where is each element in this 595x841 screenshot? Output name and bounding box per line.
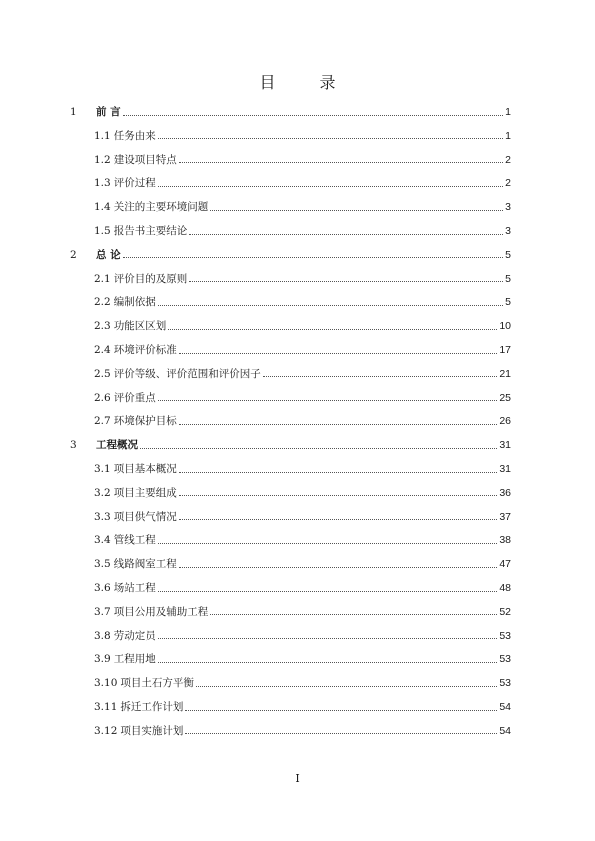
toc-entry-page: 3 xyxy=(505,201,511,214)
toc-title: 目 录 xyxy=(259,73,350,92)
toc-entry-label: 总 论 xyxy=(96,248,121,261)
toc-entry-page: 10 xyxy=(499,320,511,333)
dot-leader xyxy=(185,733,497,734)
toc-subsection-entry[interactable] xyxy=(94,272,511,286)
dot-leader xyxy=(123,115,504,116)
toc-entry-label: 环境评价标准 xyxy=(113,344,177,356)
toc-subsection-entry[interactable] xyxy=(94,605,511,619)
toc-entry-label: 拆迁工作计划 xyxy=(120,701,184,713)
toc-entry-page: 36 xyxy=(499,486,511,499)
toc-entry-label: 劳动定员 xyxy=(113,629,156,642)
dot-leader xyxy=(158,591,498,592)
toc-entry-page: 3 xyxy=(505,225,511,237)
dot-leader xyxy=(179,353,498,354)
dot-leader xyxy=(210,614,497,615)
toc-subsection-entry[interactable] xyxy=(94,676,511,690)
toc-subsection-entry[interactable] xyxy=(94,581,511,595)
toc-entry-page: 25 xyxy=(499,391,511,404)
toc-entry-number: 1.5 xyxy=(94,225,111,237)
toc-entry-label: 评价等级、评价范围和评价因子 xyxy=(113,367,261,380)
toc-subsection-entry[interactable] xyxy=(94,486,511,500)
toc-entry-page: 54 xyxy=(499,701,511,713)
dot-leader xyxy=(179,424,498,425)
toc-entry-number: 2.1 xyxy=(94,272,111,285)
toc-subsection-entry[interactable] xyxy=(94,295,511,309)
toc-entry-label: 项目土石方平衡 xyxy=(120,677,194,690)
page-number: I xyxy=(295,772,300,785)
toc-entry-page: 21 xyxy=(499,367,511,380)
toc-entry-number: 3.1 xyxy=(94,463,111,475)
dot-leader xyxy=(123,257,504,258)
dot-leader xyxy=(185,710,497,711)
toc-entry-page: 31 xyxy=(499,439,511,452)
toc-entry-page: 26 xyxy=(499,415,511,428)
toc-entry-label: 评价过程 xyxy=(113,177,156,190)
dot-leader xyxy=(179,519,498,520)
dot-leader xyxy=(189,234,503,235)
toc-entry-page: 5 xyxy=(505,248,511,261)
toc-entry-page: 52 xyxy=(499,605,511,618)
toc-entry-number: 2 xyxy=(70,248,77,261)
toc-subsection-entry[interactable] xyxy=(94,533,511,547)
toc-entry-page: 47 xyxy=(499,558,511,571)
toc-entry-label: 项目实施计划 xyxy=(120,724,184,737)
toc-entry-page: 2 xyxy=(505,153,511,166)
toc-entry-page: 2 xyxy=(505,177,511,190)
toc-entry-label: 建设项目特点 xyxy=(113,153,177,166)
toc-subsection-entry[interactable] xyxy=(94,462,511,476)
toc-entry-label: 任务由来 xyxy=(113,129,156,142)
toc-subsection-entry[interactable] xyxy=(94,343,511,357)
toc-entry-number: 2.4 xyxy=(94,344,111,356)
toc-entry-number: 2.5 xyxy=(94,367,111,380)
toc-entry-label: 项目公用及辅助工程 xyxy=(113,605,209,618)
toc-subsection-entry[interactable] xyxy=(94,319,511,333)
dot-leader xyxy=(179,162,503,163)
toc-entry-label: 线路阀室工程 xyxy=(113,558,177,571)
toc-entry-label: 工程用地 xyxy=(113,653,156,666)
dot-leader xyxy=(179,472,498,473)
dot-leader xyxy=(158,638,498,639)
toc-entry-number: 3.10 xyxy=(94,677,118,690)
toc-entry-number: 3.8 xyxy=(94,629,111,642)
toc-entry-number: 1.1 xyxy=(94,129,111,142)
toc-entry-page: 1 xyxy=(505,129,511,142)
toc-entry-number: 1.4 xyxy=(94,201,111,214)
toc-subsection-entry[interactable] xyxy=(94,224,511,238)
dot-leader xyxy=(158,400,498,401)
dot-leader xyxy=(158,543,498,544)
dot-leader xyxy=(158,138,503,139)
toc-entry-label: 工程概况 xyxy=(96,439,138,452)
dot-leader xyxy=(189,281,503,282)
dot-leader xyxy=(140,448,497,449)
toc-entry-label: 场站工程 xyxy=(113,582,156,594)
toc-entry-page: 53 xyxy=(499,653,511,666)
toc-entry-number: 2.2 xyxy=(94,296,111,309)
toc-entry-label: 评价重点 xyxy=(113,391,156,404)
dot-leader xyxy=(168,329,497,330)
dot-leader xyxy=(263,376,498,377)
toc-entry-number: 3.12 xyxy=(94,724,118,737)
toc-section-entry[interactable] xyxy=(70,248,511,262)
toc-entry-number: 1.2 xyxy=(94,153,111,166)
toc-entry-number: 3 xyxy=(70,439,77,452)
toc-entry-number: 1.3 xyxy=(94,177,111,190)
toc-entry-page: 38 xyxy=(499,534,511,547)
toc-subsection-entry[interactable] xyxy=(94,724,511,738)
toc-entry-label: 报告书主要结论 xyxy=(113,225,188,237)
toc-entry-number: 2.3 xyxy=(94,320,111,333)
toc-entry-number: 1 xyxy=(70,106,77,118)
toc-section-entry[interactable] xyxy=(70,438,511,452)
toc-subsection-entry[interactable] xyxy=(94,129,511,143)
toc-entry-label: 前 言 xyxy=(96,106,121,118)
toc-entry-page: 17 xyxy=(499,344,511,356)
toc-subsection-entry[interactable] xyxy=(94,414,511,428)
toc-entry-number: 2.7 xyxy=(94,415,111,428)
toc-entry-number: 3.9 xyxy=(94,653,111,666)
toc-entry-number: 3.4 xyxy=(94,534,111,547)
dot-leader xyxy=(158,305,503,306)
toc-entry-label: 功能区区划 xyxy=(113,320,167,333)
toc-entry-page: 54 xyxy=(499,724,511,737)
toc-entry-page: 48 xyxy=(499,582,511,594)
dot-leader xyxy=(179,567,498,568)
toc-entry-number: 3.11 xyxy=(94,701,118,713)
toc-subsection-entry[interactable] xyxy=(94,176,511,190)
toc-entry-number: 2.6 xyxy=(94,391,111,404)
toc-subsection-entry[interactable] xyxy=(94,629,511,643)
toc-entry-label: 管线工程 xyxy=(113,534,156,547)
toc-entry-number: 3.7 xyxy=(94,605,111,618)
toc-subsection-entry[interactable] xyxy=(94,557,511,571)
toc-section-entry[interactable] xyxy=(70,105,511,119)
toc-entry-page: 31 xyxy=(499,463,511,475)
toc-entry-number: 3.6 xyxy=(94,582,111,594)
toc-subsection-entry[interactable] xyxy=(94,153,511,167)
toc-entry-number: 3.3 xyxy=(94,510,111,523)
toc-entry-label: 编制依据 xyxy=(113,296,156,309)
toc-entry-page: 1 xyxy=(505,106,511,118)
toc-subsection-entry[interactable] xyxy=(94,367,511,381)
toc-entry-label: 关注的主要环境问题 xyxy=(113,201,209,214)
toc-subsection-entry[interactable] xyxy=(94,510,511,524)
toc-subsection-entry[interactable] xyxy=(94,200,511,214)
toc-entry-page: 37 xyxy=(499,510,511,523)
toc-entry-label: 评价目的及原则 xyxy=(113,272,188,285)
toc-subsection-entry[interactable] xyxy=(94,700,511,714)
toc-subsection-entry[interactable] xyxy=(94,391,511,405)
toc-entry-label: 项目基本概况 xyxy=(113,463,177,475)
toc-entry-page: 53 xyxy=(499,629,511,642)
toc-entry-label: 环境保护目标 xyxy=(113,415,177,428)
dot-leader xyxy=(158,662,498,663)
toc-entry-number: 3.2 xyxy=(94,486,111,499)
dot-leader xyxy=(196,686,497,687)
toc-entry-page: 5 xyxy=(505,296,511,309)
dot-leader xyxy=(179,495,498,496)
toc-entry-page: 53 xyxy=(499,677,511,690)
dot-leader xyxy=(158,186,503,187)
toc-entry-page: 5 xyxy=(505,272,511,285)
toc-entry-label: 项目主要组成 xyxy=(113,486,177,499)
dot-leader xyxy=(210,210,503,211)
toc-entry-number: 3.5 xyxy=(94,558,111,571)
toc-entry-label: 项目供气情况 xyxy=(113,510,177,523)
toc-subsection-entry[interactable] xyxy=(94,652,511,666)
